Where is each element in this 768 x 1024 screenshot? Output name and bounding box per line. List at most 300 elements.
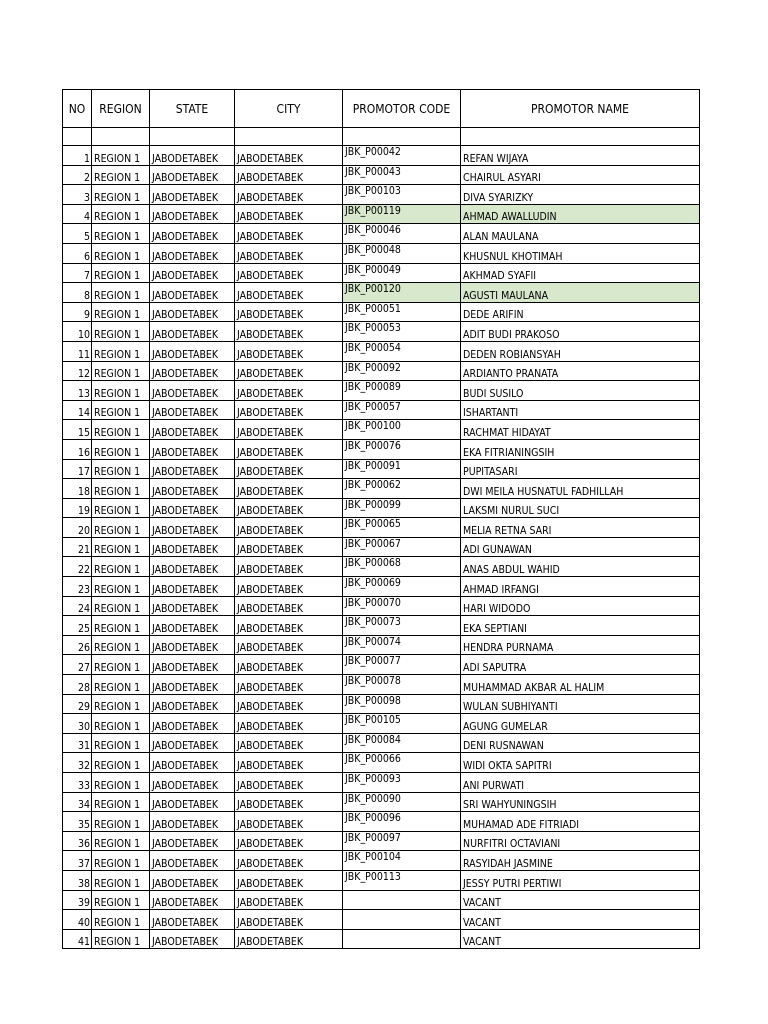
cell-no: 13 bbox=[63, 381, 92, 401]
cell-city: JABODETABEK bbox=[235, 596, 343, 616]
cell-city: JABODETABEK bbox=[235, 753, 343, 773]
cell-state: JABODETABEK bbox=[150, 616, 235, 636]
table-row bbox=[63, 557, 700, 577]
cell-city: JABODETABEK bbox=[235, 851, 343, 871]
cell-promotor-name: PUPITASARI bbox=[461, 459, 700, 479]
cell-no: 25 bbox=[63, 616, 92, 636]
cell-no: 32 bbox=[63, 753, 92, 773]
cell-no: 5 bbox=[63, 224, 92, 244]
cell-no: 1 bbox=[63, 146, 92, 166]
cell-state: JABODETABEK bbox=[150, 694, 235, 714]
cell-no: 26 bbox=[63, 635, 92, 655]
cell-state: JABODETABEK bbox=[150, 204, 235, 224]
cell-promotor-code: JBK_P00057 bbox=[343, 400, 461, 420]
table-row bbox=[63, 694, 700, 714]
cell-promotor-code: JBK_P00066 bbox=[343, 753, 461, 773]
cell-region: REGION 1 bbox=[92, 596, 150, 616]
table-row bbox=[63, 537, 700, 557]
cell-state: JABODETABEK bbox=[150, 812, 235, 832]
cell-promotor-name: BUDI SUSILO bbox=[461, 381, 700, 401]
cell-region: REGION 1 bbox=[92, 792, 150, 812]
cell-no: 21 bbox=[63, 537, 92, 557]
cell-no: 3 bbox=[63, 185, 92, 205]
cell-promotor-name: AKHMAD SYAFII bbox=[461, 263, 700, 283]
table-row bbox=[63, 146, 700, 166]
cell-city: JABODETABEK bbox=[235, 283, 343, 303]
cell-region: REGION 1 bbox=[92, 185, 150, 205]
cell-city: JABODETABEK bbox=[235, 890, 343, 910]
cell-city: JABODETABEK bbox=[235, 518, 343, 538]
cell-state: JABODETABEK bbox=[150, 263, 235, 283]
cell-promotor-name: AHMAD IRFANGI bbox=[461, 577, 700, 597]
cell-no: 29 bbox=[63, 694, 92, 714]
cell-state: JABODETABEK bbox=[150, 753, 235, 773]
table-row bbox=[63, 165, 700, 185]
cell-promotor-name: EKA SEPTIANI bbox=[461, 616, 700, 636]
cell-state: JABODETABEK bbox=[150, 185, 235, 205]
header-region: REGION bbox=[92, 90, 150, 128]
cell-no: 4 bbox=[63, 204, 92, 224]
table-row bbox=[63, 812, 700, 832]
cell-region: REGION 1 bbox=[92, 890, 150, 910]
cell-city: JABODETABEK bbox=[235, 302, 343, 322]
cell-state: JABODETABEK bbox=[150, 165, 235, 185]
header-state: STATE bbox=[150, 90, 235, 128]
table-row bbox=[63, 439, 700, 459]
cell-state: JABODETABEK bbox=[150, 675, 235, 695]
cell-region: REGION 1 bbox=[92, 851, 150, 871]
table-row bbox=[63, 655, 700, 675]
cell-no: 15 bbox=[63, 420, 92, 440]
header-row bbox=[63, 90, 700, 128]
cell-city: JABODETABEK bbox=[235, 263, 343, 283]
cell-no: 23 bbox=[63, 577, 92, 597]
cell-promotor-name: RACHMAT HIDAYAT bbox=[461, 420, 700, 440]
cell-promotor-code bbox=[343, 929, 461, 949]
cell-no: 7 bbox=[63, 263, 92, 283]
cell-promotor-code: JBK_P00089 bbox=[343, 381, 461, 401]
cell-state: JABODETABEK bbox=[150, 596, 235, 616]
table-row bbox=[63, 773, 700, 793]
table-row bbox=[63, 929, 700, 949]
cell-no: 20 bbox=[63, 518, 92, 538]
cell-state: JABODETABEK bbox=[150, 518, 235, 538]
table-row bbox=[63, 302, 700, 322]
cell-region: REGION 1 bbox=[92, 675, 150, 695]
table-row bbox=[63, 204, 700, 224]
cell-city: JABODETABEK bbox=[235, 537, 343, 557]
cell-no: 40 bbox=[63, 910, 92, 930]
cell-city: JABODETABEK bbox=[235, 929, 343, 949]
cell-promotor-code: JBK_P00084 bbox=[343, 733, 461, 753]
cell-state: JABODETABEK bbox=[150, 537, 235, 557]
cell-state: JABODETABEK bbox=[150, 381, 235, 401]
cell-city: JABODETABEK bbox=[235, 812, 343, 832]
cell-state: JABODETABEK bbox=[150, 498, 235, 518]
cell-promotor-code: JBK_P00048 bbox=[343, 243, 461, 263]
cell-promotor-code: JBK_P00043 bbox=[343, 165, 461, 185]
cell-promotor-name: DIVA SYARIZKY bbox=[461, 185, 700, 205]
cell-region: REGION 1 bbox=[92, 870, 150, 890]
cell-city: JABODETABEK bbox=[235, 361, 343, 381]
cell-promotor-name: EKA FITRIANINGSIH bbox=[461, 439, 700, 459]
cell-state: JABODETABEK bbox=[150, 890, 235, 910]
table-row bbox=[63, 635, 700, 655]
cell-promotor-code: JBK_P00068 bbox=[343, 557, 461, 577]
cell-no: 41 bbox=[63, 929, 92, 949]
cell-city: JABODETABEK bbox=[235, 557, 343, 577]
cell-city: JABODETABEK bbox=[235, 479, 343, 499]
cell-promotor-name: MUHAMAD ADE FITRIADI bbox=[461, 812, 700, 832]
table-row bbox=[63, 792, 700, 812]
cell-region: REGION 1 bbox=[92, 518, 150, 538]
cell-city: JABODETABEK bbox=[235, 714, 343, 734]
cell-promotor-code: JBK_P00049 bbox=[343, 263, 461, 283]
cell-region: REGION 1 bbox=[92, 263, 150, 283]
cell-no: 9 bbox=[63, 302, 92, 322]
cell-state: JABODETABEK bbox=[150, 773, 235, 793]
cell-promotor-code: JBK_P00090 bbox=[343, 792, 461, 812]
table-row bbox=[63, 616, 700, 636]
cell-promotor-name: ALAN MAULANA bbox=[461, 224, 700, 244]
cell-region: REGION 1 bbox=[92, 224, 150, 244]
cell-city: JABODETABEK bbox=[235, 635, 343, 655]
cell-promotor-code: JBK_P00067 bbox=[343, 537, 461, 557]
cell-region: REGION 1 bbox=[92, 498, 150, 518]
cell-state: JABODETABEK bbox=[150, 341, 235, 361]
table-row bbox=[63, 263, 700, 283]
table-row bbox=[63, 733, 700, 753]
cell-state: JABODETABEK bbox=[150, 733, 235, 753]
cell-state: JABODETABEK bbox=[150, 302, 235, 322]
cell-promotor-code: JBK_P00076 bbox=[343, 439, 461, 459]
cell-promotor-name: DEDE ARIFIN bbox=[461, 302, 700, 322]
cell-region: REGION 1 bbox=[92, 283, 150, 303]
table-row bbox=[63, 498, 700, 518]
cell-state: JABODETABEK bbox=[150, 420, 235, 440]
cell-region: REGION 1 bbox=[92, 929, 150, 949]
cell-region: REGION 1 bbox=[92, 773, 150, 793]
cell-region: REGION 1 bbox=[92, 577, 150, 597]
cell-region: REGION 1 bbox=[92, 204, 150, 224]
cell-no: 12 bbox=[63, 361, 92, 381]
cell-promotor-code: JBK_P00073 bbox=[343, 616, 461, 636]
cell-region: REGION 1 bbox=[92, 655, 150, 675]
cell-promotor-code: JBK_P00062 bbox=[343, 479, 461, 499]
cell-promotor-code: JBK_P00097 bbox=[343, 831, 461, 851]
cell-region: REGION 1 bbox=[92, 243, 150, 263]
header-promotor-code: PROMOTOR CODE bbox=[343, 90, 461, 128]
header-no: NO bbox=[63, 90, 92, 128]
table-row bbox=[63, 870, 700, 890]
empty-row bbox=[63, 128, 700, 146]
cell-region: REGION 1 bbox=[92, 302, 150, 322]
cell-promotor-code: JBK_P00042 bbox=[343, 146, 461, 166]
cell-no: 17 bbox=[63, 459, 92, 479]
cell-region: REGION 1 bbox=[92, 479, 150, 499]
cell-state: JABODETABEK bbox=[150, 243, 235, 263]
cell-region: REGION 1 bbox=[92, 361, 150, 381]
cell-no: 8 bbox=[63, 283, 92, 303]
cell-promotor-name: MELIA RETNA SARI bbox=[461, 518, 700, 538]
table-row bbox=[63, 596, 700, 616]
cell-state: JABODETABEK bbox=[150, 851, 235, 871]
table-row bbox=[63, 714, 700, 734]
cell-region: REGION 1 bbox=[92, 616, 150, 636]
cell-no: 14 bbox=[63, 400, 92, 420]
cell-state: JABODETABEK bbox=[150, 655, 235, 675]
cell-promotor-name: ANI PURWATI bbox=[461, 773, 700, 793]
cell-region: REGION 1 bbox=[92, 694, 150, 714]
table-row bbox=[63, 753, 700, 773]
table-row bbox=[63, 910, 700, 930]
cell-no: 6 bbox=[63, 243, 92, 263]
cell-city: JABODETABEK bbox=[235, 204, 343, 224]
empty-cell bbox=[235, 128, 343, 146]
cell-region: REGION 1 bbox=[92, 322, 150, 342]
promotor-table bbox=[62, 89, 700, 949]
cell-region: REGION 1 bbox=[92, 812, 150, 832]
table-row bbox=[63, 577, 700, 597]
cell-city: JABODETABEK bbox=[235, 439, 343, 459]
cell-no: 38 bbox=[63, 870, 92, 890]
cell-promotor-name: VACANT bbox=[461, 910, 700, 930]
cell-region: REGION 1 bbox=[92, 733, 150, 753]
cell-city: JABODETABEK bbox=[235, 459, 343, 479]
cell-state: JABODETABEK bbox=[150, 910, 235, 930]
cell-promotor-name: CHAIRUL ASYARI bbox=[461, 165, 700, 185]
cell-state: JABODETABEK bbox=[150, 870, 235, 890]
header-city: CITY bbox=[235, 90, 343, 128]
cell-promotor-code: JBK_P00069 bbox=[343, 577, 461, 597]
cell-no: 37 bbox=[63, 851, 92, 871]
table-row bbox=[63, 675, 700, 695]
empty-cell bbox=[461, 128, 700, 146]
cell-region: REGION 1 bbox=[92, 165, 150, 185]
cell-state: JABODETABEK bbox=[150, 635, 235, 655]
cell-state: JABODETABEK bbox=[150, 459, 235, 479]
cell-region: REGION 1 bbox=[92, 753, 150, 773]
cell-promotor-code: JBK_P00053 bbox=[343, 322, 461, 342]
cell-city: JABODETABEK bbox=[235, 185, 343, 205]
cell-promotor-name: AGUSTI MAULANA bbox=[461, 283, 700, 303]
cell-no: 16 bbox=[63, 439, 92, 459]
cell-city: JABODETABEK bbox=[235, 870, 343, 890]
cell-city: JABODETABEK bbox=[235, 322, 343, 342]
cell-region: REGION 1 bbox=[92, 831, 150, 851]
table-row bbox=[63, 890, 700, 910]
cell-promotor-name: DENI RUSNAWAN bbox=[461, 733, 700, 753]
cell-promotor-code: JBK_P00099 bbox=[343, 498, 461, 518]
cell-no: 35 bbox=[63, 812, 92, 832]
cell-promotor-name: ARDIANTO PRANATA bbox=[461, 361, 700, 381]
cell-city: JABODETABEK bbox=[235, 341, 343, 361]
table-row bbox=[63, 283, 700, 303]
cell-state: JABODETABEK bbox=[150, 224, 235, 244]
empty-cell bbox=[63, 128, 92, 146]
cell-promotor-code: JBK_P00100 bbox=[343, 420, 461, 440]
cell-city: JABODETABEK bbox=[235, 616, 343, 636]
cell-city: JABODETABEK bbox=[235, 420, 343, 440]
cell-promotor-code bbox=[343, 910, 461, 930]
cell-promotor-code: JBK_P00054 bbox=[343, 341, 461, 361]
table-row bbox=[63, 341, 700, 361]
cell-no: 33 bbox=[63, 773, 92, 793]
table-row bbox=[63, 381, 700, 401]
cell-promotor-name: ANAS ABDUL WAHID bbox=[461, 557, 700, 577]
cell-no: 31 bbox=[63, 733, 92, 753]
cell-state: JABODETABEK bbox=[150, 929, 235, 949]
cell-state: JABODETABEK bbox=[150, 714, 235, 734]
cell-no: 18 bbox=[63, 479, 92, 499]
cell-promotor-code: JBK_P00078 bbox=[343, 675, 461, 695]
cell-region: REGION 1 bbox=[92, 714, 150, 734]
cell-state: JABODETABEK bbox=[150, 557, 235, 577]
table-row bbox=[63, 479, 700, 499]
cell-promotor-name: NURFITRI OCTAVIANI bbox=[461, 831, 700, 851]
cell-promotor-name: HARI WIDODO bbox=[461, 596, 700, 616]
cell-city: JABODETABEK bbox=[235, 243, 343, 263]
cell-state: JABODETABEK bbox=[150, 146, 235, 166]
cell-promotor-code: JBK_P00098 bbox=[343, 694, 461, 714]
cell-city: JABODETABEK bbox=[235, 381, 343, 401]
cell-region: REGION 1 bbox=[92, 146, 150, 166]
cell-promotor-code: JBK_P00113 bbox=[343, 870, 461, 890]
table-body bbox=[63, 128, 700, 949]
cell-promotor-code: JBK_P00120 bbox=[343, 283, 461, 303]
cell-promotor-name: VACANT bbox=[461, 929, 700, 949]
cell-city: JABODETABEK bbox=[235, 675, 343, 695]
cell-promotor-code: JBK_P00051 bbox=[343, 302, 461, 322]
cell-state: JABODETABEK bbox=[150, 577, 235, 597]
cell-no: 28 bbox=[63, 675, 92, 695]
cell-promotor-code: JBK_P00119 bbox=[343, 204, 461, 224]
cell-promotor-name: DWI MEILA HUSNATUL FADHILLAH bbox=[461, 479, 700, 499]
table-row bbox=[63, 224, 700, 244]
cell-city: JABODETABEK bbox=[235, 831, 343, 851]
cell-promotor-name: SRI WAHYUNINGSIH bbox=[461, 792, 700, 812]
cell-no: 11 bbox=[63, 341, 92, 361]
cell-promotor-name: JESSY PUTRI PERTIWI bbox=[461, 870, 700, 890]
cell-promotor-code: JBK_P00092 bbox=[343, 361, 461, 381]
cell-promotor-name: RASYIDAH JASMINE bbox=[461, 851, 700, 871]
empty-cell bbox=[150, 128, 235, 146]
table-row bbox=[63, 420, 700, 440]
cell-promotor-name: KHUSNUL KHOTIMAH bbox=[461, 243, 700, 263]
cell-promotor-name: ISHARTANTI bbox=[461, 400, 700, 420]
empty-cell bbox=[92, 128, 150, 146]
cell-promotor-code: JBK_P00065 bbox=[343, 518, 461, 538]
cell-region: REGION 1 bbox=[92, 557, 150, 577]
cell-promotor-code bbox=[343, 890, 461, 910]
cell-promotor-name: MUHAMMAD AKBAR AL HALIM bbox=[461, 675, 700, 695]
cell-promotor-code: JBK_P00105 bbox=[343, 714, 461, 734]
table-row bbox=[63, 185, 700, 205]
cell-no: 36 bbox=[63, 831, 92, 851]
cell-region: REGION 1 bbox=[92, 635, 150, 655]
cell-region: REGION 1 bbox=[92, 341, 150, 361]
cell-promotor-code: JBK_P00104 bbox=[343, 851, 461, 871]
cell-promotor-code: JBK_P00091 bbox=[343, 459, 461, 479]
cell-no: 19 bbox=[63, 498, 92, 518]
cell-promotor-name: AHMAD AWALLUDIN bbox=[461, 204, 700, 224]
cell-city: JABODETABEK bbox=[235, 910, 343, 930]
cell-city: JABODETABEK bbox=[235, 224, 343, 244]
cell-state: JABODETABEK bbox=[150, 361, 235, 381]
cell-promotor-code: JBK_P00077 bbox=[343, 655, 461, 675]
cell-no: 24 bbox=[63, 596, 92, 616]
cell-promotor-name: WULAN SUBHIYANTI bbox=[461, 694, 700, 714]
cell-promotor-name: ADI GUNAWAN bbox=[461, 537, 700, 557]
cell-promotor-code: JBK_P00046 bbox=[343, 224, 461, 244]
header-promotor-name: PROMOTOR NAME bbox=[461, 90, 700, 128]
cell-state: JABODETABEK bbox=[150, 400, 235, 420]
cell-region: REGION 1 bbox=[92, 420, 150, 440]
cell-city: JABODETABEK bbox=[235, 694, 343, 714]
cell-city: JABODETABEK bbox=[235, 792, 343, 812]
cell-region: REGION 1 bbox=[92, 459, 150, 479]
cell-no: 10 bbox=[63, 322, 92, 342]
cell-promotor-name: ADI SAPUTRA bbox=[461, 655, 700, 675]
table-row bbox=[63, 518, 700, 538]
cell-promotor-name: LAKSMI NURUL SUCI bbox=[461, 498, 700, 518]
cell-promotor-code: JBK_P00070 bbox=[343, 596, 461, 616]
table-row bbox=[63, 243, 700, 263]
cell-no: 22 bbox=[63, 557, 92, 577]
cell-state: JABODETABEK bbox=[150, 479, 235, 499]
cell-no: 30 bbox=[63, 714, 92, 734]
cell-city: JABODETABEK bbox=[235, 146, 343, 166]
cell-city: JABODETABEK bbox=[235, 733, 343, 753]
cell-no: 27 bbox=[63, 655, 92, 675]
cell-promotor-code: JBK_P00103 bbox=[343, 185, 461, 205]
table-row bbox=[63, 851, 700, 871]
cell-region: REGION 1 bbox=[92, 439, 150, 459]
empty-cell bbox=[343, 128, 461, 146]
cell-promotor-name: AGUNG GUMELAR bbox=[461, 714, 700, 734]
cell-city: JABODETABEK bbox=[235, 655, 343, 675]
table-row bbox=[63, 361, 700, 381]
table-row bbox=[63, 322, 700, 342]
cell-no: 34 bbox=[63, 792, 92, 812]
cell-region: REGION 1 bbox=[92, 537, 150, 557]
cell-promotor-name: REFAN WIJAYA bbox=[461, 146, 700, 166]
cell-city: JABODETABEK bbox=[235, 773, 343, 793]
cell-region: REGION 1 bbox=[92, 381, 150, 401]
table-row bbox=[63, 400, 700, 420]
cell-city: JABODETABEK bbox=[235, 165, 343, 185]
cell-promotor-code: JBK_P00093 bbox=[343, 773, 461, 793]
cell-promotor-code: JBK_P00096 bbox=[343, 812, 461, 832]
cell-no: 39 bbox=[63, 890, 92, 910]
cell-promotor-name: HENDRA PURNAMA bbox=[461, 635, 700, 655]
cell-state: JABODETABEK bbox=[150, 439, 235, 459]
cell-promotor-name: VACANT bbox=[461, 890, 700, 910]
cell-state: JABODETABEK bbox=[150, 283, 235, 303]
cell-city: JABODETABEK bbox=[235, 577, 343, 597]
table-row bbox=[63, 459, 700, 479]
cell-region: REGION 1 bbox=[92, 400, 150, 420]
cell-region: REGION 1 bbox=[92, 910, 150, 930]
cell-city: JABODETABEK bbox=[235, 400, 343, 420]
cell-no: 2 bbox=[63, 165, 92, 185]
cell-state: JABODETABEK bbox=[150, 792, 235, 812]
cell-state: JABODETABEK bbox=[150, 831, 235, 851]
table-row bbox=[63, 831, 700, 851]
cell-promotor-name: WIDI OKTA SAPITRI bbox=[461, 753, 700, 773]
cell-city: JABODETABEK bbox=[235, 498, 343, 518]
cell-promotor-name: DEDEN ROBIANSYAH bbox=[461, 341, 700, 361]
